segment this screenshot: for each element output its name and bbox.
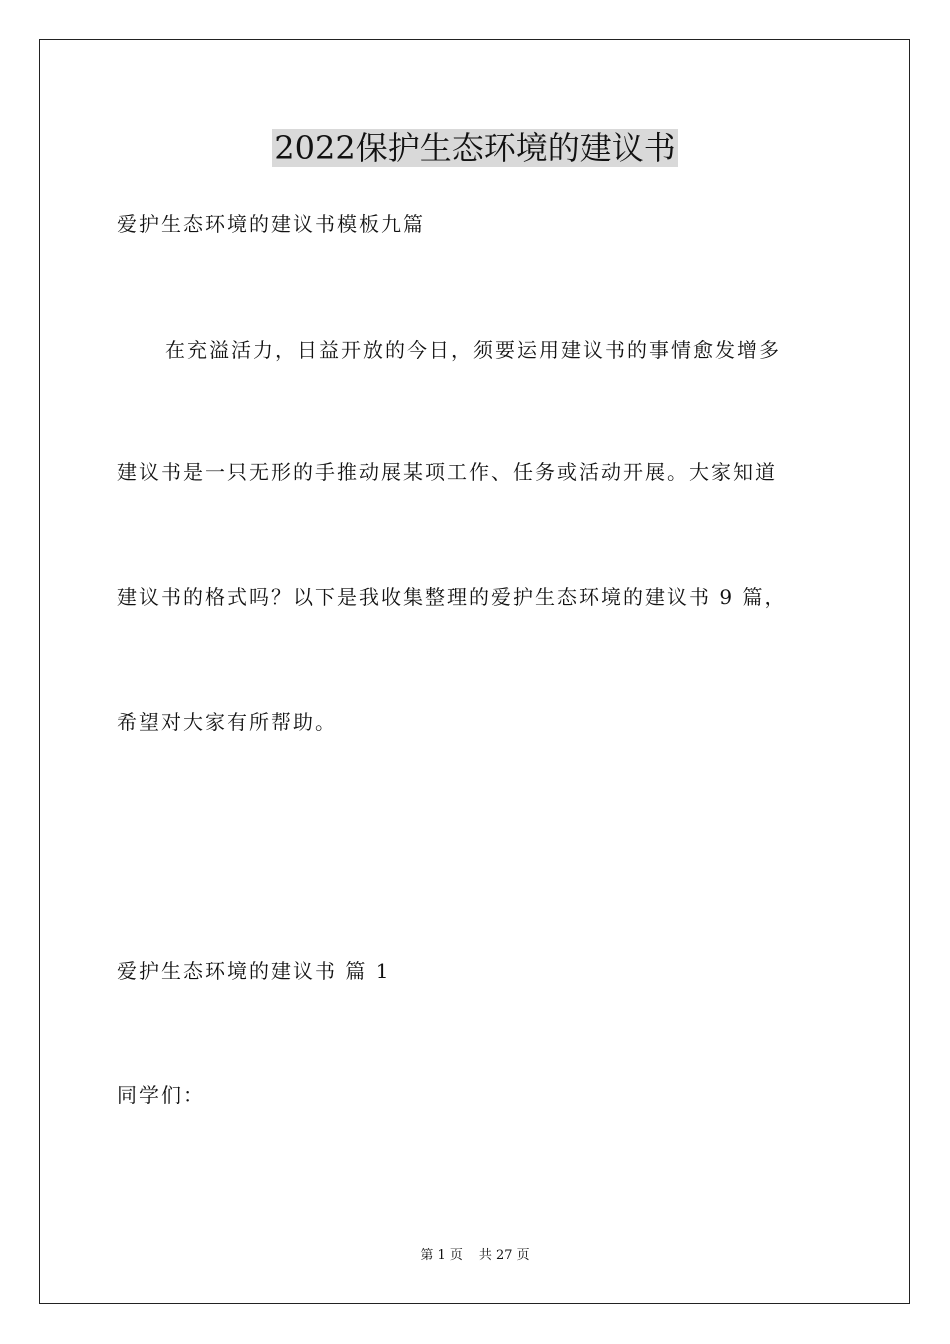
document-subtitle: 爱护生态环境的建议书模板九篇 (117, 212, 425, 236)
intro-line-3: 建议书的格式吗？以下是我收集整理的爱护生态环境的建议书 9 篇， (117, 585, 787, 609)
page-number-total: 共 27 页 (478, 1248, 530, 1263)
intro-line-2: 建议书是一只无形的手推动展某项工作、任务或活动开展。大家知道 (117, 460, 777, 484)
document-title-text: 2022保护生态环境的建议书 (274, 129, 676, 167)
intro-line-1: 在充溢活力，日益开放的今日，须要运用建议书的事情愈发增多 (165, 338, 781, 362)
salutation: 同学们： (117, 1083, 205, 1107)
page-number-current: 第 1 页 (420, 1248, 463, 1263)
page-footer (0, 1247, 950, 1265)
document-title (0, 124, 950, 172)
intro-line-4: 希望对大家有所帮助。 (117, 710, 337, 734)
section-heading: 爱护生态环境的建议书 篇 1 (117, 959, 391, 983)
